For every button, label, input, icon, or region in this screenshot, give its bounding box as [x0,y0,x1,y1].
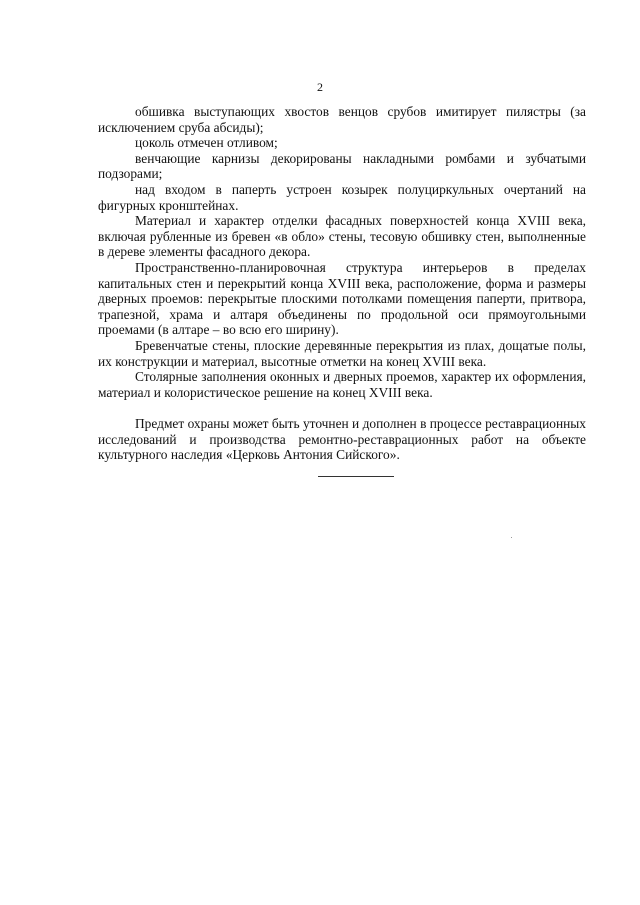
paragraph-log-walls: Бревенчатые стены, плоские деревянные перекрытия из плах, дощатые полы, их конструкции и материал, высотные отметки на конец XVIII века. [98,337,586,369]
paragraph-pilasters: обшивка выступающих хвостов венцов срубов имитирует пилястры (за исключением сруба абсиды); [98,104,586,135]
paragraph-facade-materials: Материал и характер отделки фасадных поверхностей конца XVIII века, включая рубленные из бревен «в обло» стены, тесовую обшивку стен, выполненные в дереве элементы фасадного декора. [98,213,586,260]
paragraph-canopy: над входом в паперть устроен козырек полуциркульных очертаний на фигурных кронштейнах. [98,181,586,213]
paragraph-interior-structure: Пространственно-планировочная структура интерьеров в пределах капитальных стен и перекрытий конца XVIII века, расположение, форма и размеры дверных проемов: перекрытые плоскими потолками помещения паперти, притвора, трапезной, храма и алтаря объединены по продольной оси прямоугольными проемами (в алтаре – во всю его ширину). [98,259,586,338]
page-number: 2 [317,80,323,94]
paragraph-closing: Предмет охраны может быть уточнен и дополнен в процессе реставрационных исследований и производства ремонтно-реставрационных работ на объекте культурного наследия «Церковь Антония Сийского». [98,416,586,463]
paragraph-plinth: цоколь отмечен отливом; [135,135,278,151]
scan-speck [511,537,512,538]
end-divider [318,476,394,477]
paragraph-cornices: венчающие карнизы декорированы накладными ромбами и зубчатыми подзорами; [98,150,586,182]
document-body [98,104,586,463]
paragraph-joinery: Столярные заполнения оконных и дверных проемов, характер их оформления, материал и колористическое решение на конец XVIII века. [98,369,586,400]
